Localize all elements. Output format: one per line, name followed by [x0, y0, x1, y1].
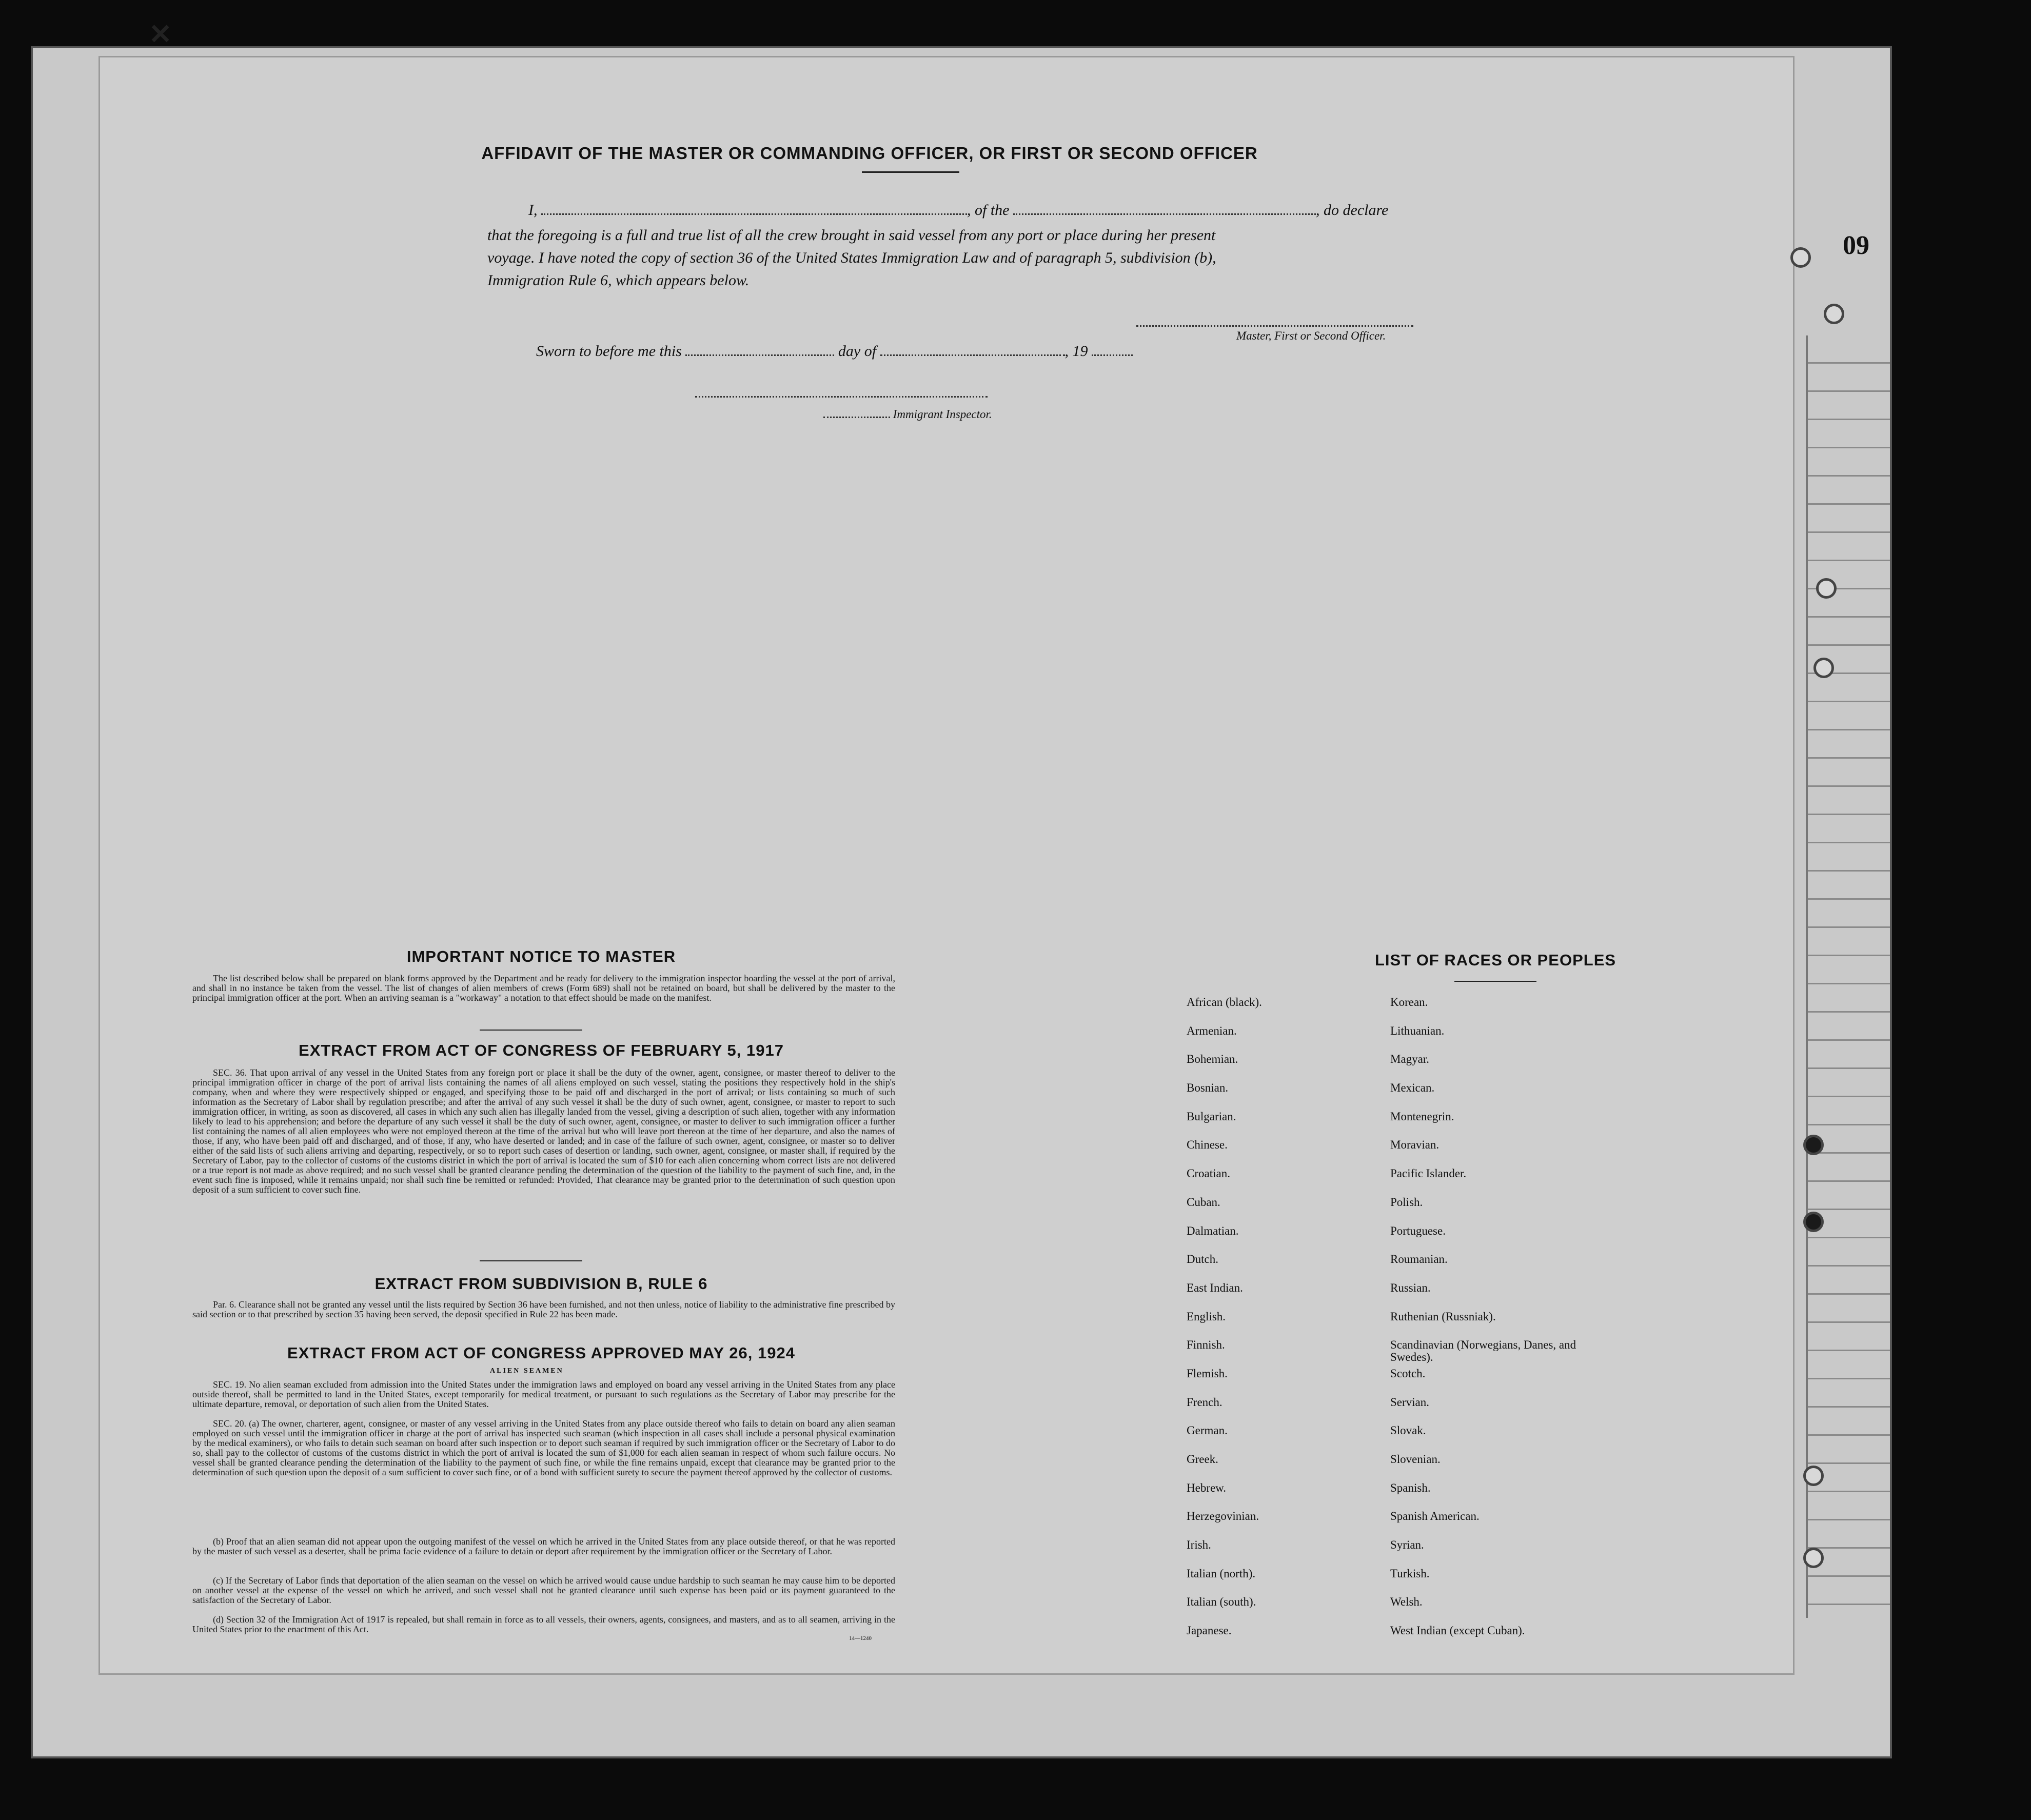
divider: [480, 1030, 582, 1031]
race-item: Italian (north).: [1187, 1567, 1256, 1580]
race-item: Italian (south).: [1187, 1595, 1256, 1609]
extract-1924-title: EXTRACT FROM ACT OF CONGRESS APPROVED MAY 26, 1924: [287, 1344, 795, 1362]
race-item: Moravian.: [1390, 1138, 1440, 1152]
race-item: English.: [1187, 1310, 1226, 1323]
declaration-line-1: [528, 201, 1388, 219]
race-item: Dalmatian.: [1187, 1224, 1239, 1237]
extract-1924-sec-20a: SEC. 20. (a) The owner, charterer, agent, consignee, or master of any vessel arriving in the United States from any place outside thereof who fails to detain on board any alien seaman employed on such vessel until the immigration officer in charge at the port of arrival has inspected such seaman (which inspection in all cases shall include a personal physical examination by the medical examiners), or who fails to detain such seaman on board after such inspection or to deport such seaman if required by such immigration officer or the Secretary of Labor to do so, shall pay to the collector of customs of the customs district in which the port of arrival is located the sum of $1,000 for each alien seaman in respect of whom such failure occurs. No vessel shall be granted clearance pending the determination of the liability to the payment of such fine, or while the fine remains unpaid, except that clearance may be granted prior to the determination of such question upon the deposit of a sum sufficient to cover such fine, or of a bond with sufficient surety to secure the payment thereof approved by the collector of customs.: [192, 1418, 895, 1477]
form-code: 14—1240: [849, 1635, 872, 1641]
race-item: Bulgarian.: [1187, 1110, 1236, 1123]
notice-title: IMPORTANT NOTICE TO MASTER: [406, 947, 676, 965]
race-item: Ruthenian (Russniak).: [1390, 1310, 1496, 1323]
sworn-label: Sworn to before me this: [536, 343, 682, 360]
race-item: Mexican.: [1390, 1081, 1435, 1095]
master-signature-field[interactable]: [1136, 313, 1413, 327]
notice-text: The list described below shall be prepared on blank forms approved by the Department and be ready for delivery to the immigration inspector boarding the vessel at the port of arrival, and shall in no instance be taken from the vessel. The list of changes of alien members of crews (Form 689) shall not be retained on board, but shall be delivered by the master to the principal immigration officer at the port. When an arriving seaman is a "workaway" a notation to that effect should be made on the manifest.: [192, 973, 895, 1003]
race-item: French.: [1187, 1395, 1222, 1409]
race-item: Irish.: [1187, 1538, 1211, 1552]
race-item: Magyar.: [1390, 1053, 1430, 1066]
punch-hole: [1803, 1212, 1824, 1232]
race-item: Portuguese.: [1390, 1224, 1446, 1237]
inspector-label-line: [823, 404, 992, 421]
race-item: Lithuanian.: [1390, 1024, 1445, 1037]
race-item: Dutch.: [1187, 1253, 1218, 1266]
declaration-line-3: voyage. I have noted the copy of section 36 of the United States Immigration Law and of paragraph 5, subdivision (b),: [487, 249, 1216, 266]
extract-1924-sec-20c: (c) If the Secretary of Labor finds that deportation of the alien seaman on the vessel on which he arrived would cause undue hardship to such seaman he may cause him to be deported on another vessel at the expense of the vessel on which he arrived, and such vessel shall not be granted clearance until such expense has been paid or its payment guaranteed to the satisfaction of the Secretary of Labor.: [192, 1575, 895, 1605]
title-rule: [862, 171, 959, 173]
extract-1917-title: EXTRACT FROM ACT OF CONGRESS OF FEBRUARY 5, 1917: [299, 1041, 784, 1059]
races-title: LIST OF RACES OR PEOPLES: [1374, 951, 1616, 969]
divider: [1454, 981, 1536, 982]
do-declare-label: , do declare: [1316, 202, 1389, 219]
corner-mark: ✕: [149, 19, 172, 50]
punch-hole: [1816, 578, 1837, 599]
race-item: East Indian.: [1187, 1281, 1243, 1294]
race-item: Herzegovinian.: [1187, 1510, 1259, 1523]
race-item: Chinese.: [1187, 1138, 1228, 1152]
divider: [480, 1260, 582, 1261]
master-signature-label: Master, First or Second Officer.: [1236, 329, 1386, 342]
sworn-day-field[interactable]: [685, 342, 834, 356]
race-item: Spanish American.: [1390, 1510, 1480, 1523]
race-item: Roumanian.: [1390, 1253, 1448, 1266]
race-item: Montenegrin.: [1390, 1110, 1454, 1123]
race-item: German.: [1187, 1424, 1228, 1437]
extract-1924-sec-20d: (d) Section 32 of the Immigration Act of 1917 is repealed, but shall remain in force as to all vessels, their owners, agents, consignees, and masters, and as to all seamen, arriving in the United States prior to the enactment of this Act.: [192, 1614, 895, 1634]
punch-hole: [1790, 247, 1811, 268]
race-item: Servian.: [1390, 1395, 1430, 1409]
race-item: West Indian (except Cuban).: [1390, 1624, 1525, 1637]
race-item: Syrian.: [1390, 1538, 1424, 1552]
declarant-name-field[interactable]: [541, 201, 967, 215]
race-item: Russian.: [1390, 1281, 1431, 1294]
race-item: Finnish.: [1187, 1338, 1225, 1352]
sworn-month-field[interactable]: [880, 342, 1065, 356]
race-item: Hebrew.: [1187, 1481, 1227, 1494]
race-item: Armenian.: [1187, 1024, 1237, 1037]
race-item: Korean.: [1390, 996, 1428, 1008]
rule-6-text: Par. 6. Clearance shall not be granted any vessel until the lists required by Section 36 have been furnished, and not then unless, notice of liability to the administrative fine prescribed by said section or to that prescribed by section 35 having been served, the deposit specified in Rule 22 has been made.: [192, 1299, 895, 1319]
race-item: Scotch.: [1390, 1367, 1426, 1380]
extract-1917-text: SEC. 36. That upon arrival of any vessel in the United States from any foreign port or place it shall be the duty of the owner, agent, consignee, or master thereof to deliver to the principal immigration officer in charge of the port of arrival lists containing the names of all aliens employed on such vessel, stating the positions they respectively hold in the ship's company, when and where they were respectively shipped or engaged, and specifying those to be paid off and discharged in the port of arrival; or lists containing so much of such information as the Secretary of Labor shall by regulation prescribe; and after the arrival of any such vessel it shall be the duty of such owner, agent, consignee, or master to report to such immigration officer, in writing, as soon as discovered, all cases in which any such alien has illegally landed from the vessel, giving a description of such alien, together with any information likely to lead to his apprehension; and before the departure of any such vessel it shall be the duty of such owner, agent, consignee, or master to deliver to such immigration officer a further list containing the names of all alien employees who were not employed thereon at the time of the arrival but who will leave port thereon at the time of her departure, and also the names of those, if any, who have been paid off and discharged, and of those, if any, who have deserted or landed; and in case of the failure of such owner, agent, consignee, or master so to deliver either of the said lists of such aliens arriving and departing, respectively, or so to report such cases of desertion or landing, such owner, agent, consignee, or master shall, if required by the Secretary of Labor, pay to the collector of customs of the customs district in which the port of arrival is located the sum of $10 for each alien concerning whom correct lists are not delivered or a true report is not made as above required; and no such vessel shall be granted clearance pending the determination of the question of the liability to the payment of such fine, and, in the event such fine is imposed, while it remains unpaid; nor shall such fine be remitted or refunded: Provided, That clearance may be granted prior to the determination of such question upon deposit of a sum sufficient to cover such fine.: [192, 1067, 895, 1195]
extract-1924-sec-19: SEC. 19. No alien seaman excluded from admission into the United States under the immigration laws and employed on board any vessel arriving in the United States from any place outside thereof, shall be permitted to land in the United States, except temporarily for medical treatment, or pursuant to such regulations as the Secretary of Labor may prescribe for the ultimate departure, removal, or deportation of such alien from the United States.: [192, 1379, 895, 1409]
punch-hole: [1824, 304, 1844, 324]
inspector-signature-line[interactable]: [695, 384, 988, 398]
race-item: Cuban.: [1187, 1195, 1220, 1209]
race-item: African (black).: [1187, 996, 1262, 1008]
race-item: Croatian.: [1187, 1167, 1230, 1180]
sworn-year-field[interactable]: [1092, 342, 1133, 356]
race-item: Turkish.: [1390, 1567, 1430, 1580]
race-item: Bohemian.: [1187, 1053, 1238, 1066]
declaration-line-2: that the foregoing is a full and true list of all the crew brought in said vessel from any port or place during her present: [487, 227, 1216, 244]
races-column-2: [1390, 996, 1585, 1653]
year-label: , 19: [1064, 343, 1088, 360]
race-item: Welsh.: [1390, 1595, 1423, 1609]
ruled-columns: [1806, 335, 1890, 1618]
page-number: 09: [1843, 231, 1869, 260]
race-item: Slovenian.: [1390, 1453, 1441, 1466]
affidavit-title: AFFIDAVIT OF THE MASTER OR COMMANDING OFFICER, OR FIRST OR SECOND OFFICER: [481, 144, 1258, 163]
inspector-name-field[interactable]: [823, 404, 890, 418]
sworn-line: [536, 342, 1133, 360]
rule-6-title: EXTRACT FROM SUBDIVISION B, RULE 6: [374, 1275, 708, 1293]
race-item: Greek.: [1187, 1453, 1218, 1466]
vessel-name-field[interactable]: [1013, 201, 1316, 215]
race-item: Japanese.: [1187, 1624, 1232, 1637]
extract-1924-sec-20b: (b) Proof that an alien seaman did not appear upon the outgoing manifest of the vessel on which he arrived in the United States from any place outside thereof, or that he was reported by the master of such vessel as a deserter, shall be prima facie evidence of a failure to detain or deport after requirement by the immigration officer or the Secretary of Labor.: [192, 1536, 895, 1556]
punch-hole: [1803, 1135, 1824, 1155]
day-of-label: day of: [838, 343, 877, 360]
race-item: Slovak.: [1390, 1424, 1426, 1437]
inspector-label: Immigrant Inspector.: [893, 408, 992, 421]
race-item: Pacific Islander.: [1390, 1167, 1467, 1180]
declarant-label: I,: [528, 202, 538, 219]
race-item: Scandinavian (Norwegians, Danes, and Swedes).: [1390, 1338, 1576, 1364]
affidavit-sheet: [100, 57, 1793, 1673]
race-item: Bosnian.: [1187, 1081, 1229, 1095]
races-column-1: [1187, 996, 1382, 1653]
race-item: Flemish.: [1187, 1367, 1228, 1380]
race-item: Polish.: [1390, 1195, 1423, 1209]
of-the-label: , of the: [967, 202, 1010, 219]
alien-seamen-heading: ALIEN SEAMEN: [490, 1367, 564, 1375]
race-item: Spanish.: [1390, 1481, 1431, 1494]
punch-hole: [1803, 1466, 1824, 1486]
punch-hole: [1803, 1548, 1824, 1568]
declaration-line-4: Immigration Rule 6, which appears below.: [487, 272, 750, 289]
punch-hole: [1813, 658, 1834, 678]
